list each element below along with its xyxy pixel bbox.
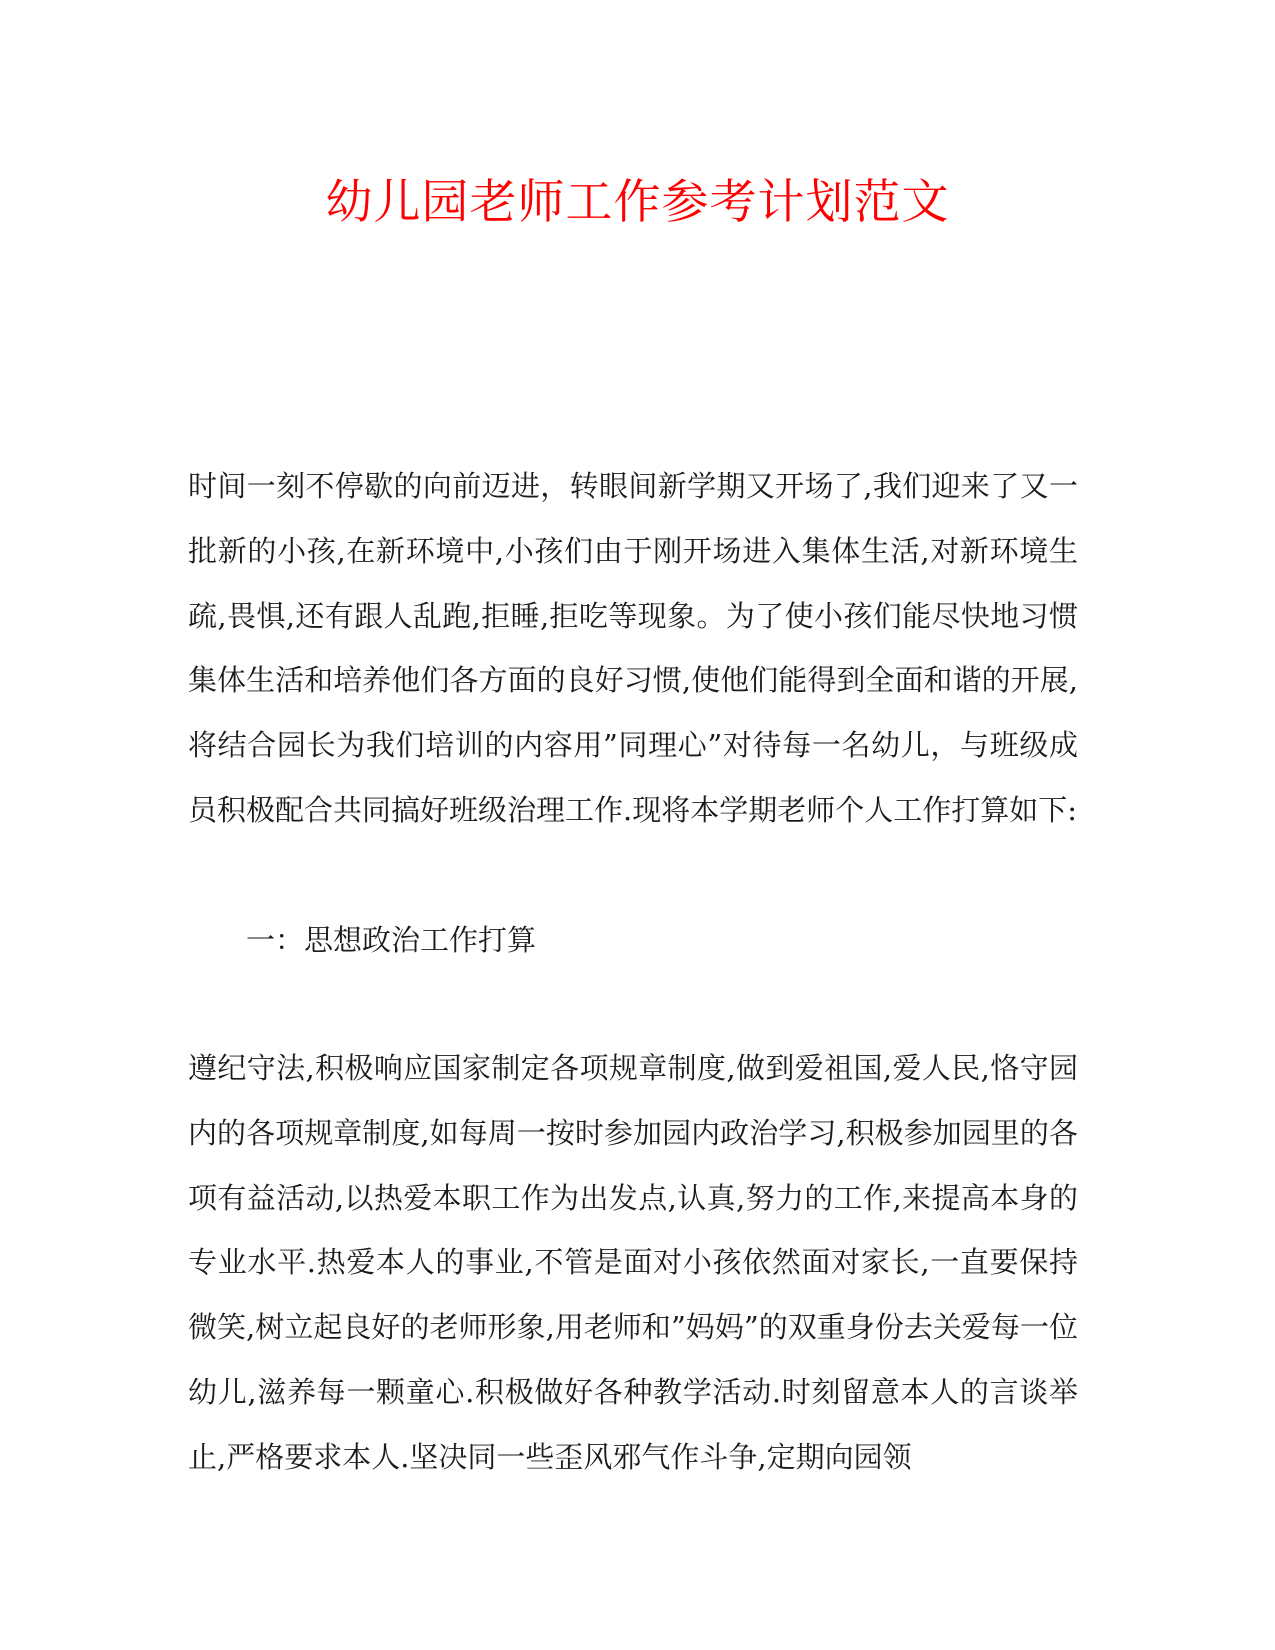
section-heading: 一：思想政治工作打算 (246, 923, 537, 957)
intro-paragraph: 时间一刻不停歇的向前迈进，转眼间新学期又开场了,我们迎来了又一批新的小孩,在新环境中,小孩们由于刚开场进入集体生活,对新环境生疏,畏惧,还有跟人乱跑,拒睡,拒吃等现象。为了使小孩们能尽快地习惯集体生活和培养他们各方面的良好习惯,使他们能得到全面和谐的开展,将结合园长为我们培训的内容用”同理心”对待每一名幼儿，与班级成员积极配合共同搞好班级治理工作.现将本学期老师个人工作打算如下: (188, 469, 1078, 827)
section-paragraph: 遵纪守法,积极响应国家制定各项规章制度,做到爱祖国,爱人民,恪守园内的各项规章制度,如每周一按时参加园内政治学习,积极参加园里的各项有益活动,以热爱本职工作为出发点,认真,努力的工作,来提高本身的专业水平.热爱本人的事业,不管是面对小孩依然面对家长,一直要保持微笑,树立起良好的老师形象,用老师和”妈妈”的双重身份去关爱每一位幼儿,滋养每一颗童心.积极做好各种教学活动.时刻留意本人的言谈举止,严格要求本人.坚决同一些歪风邪气作斗争,定期向园领 (188, 1051, 1078, 1474)
document-title: 幼儿园老师工作参考计划范文 (325, 175, 950, 230)
